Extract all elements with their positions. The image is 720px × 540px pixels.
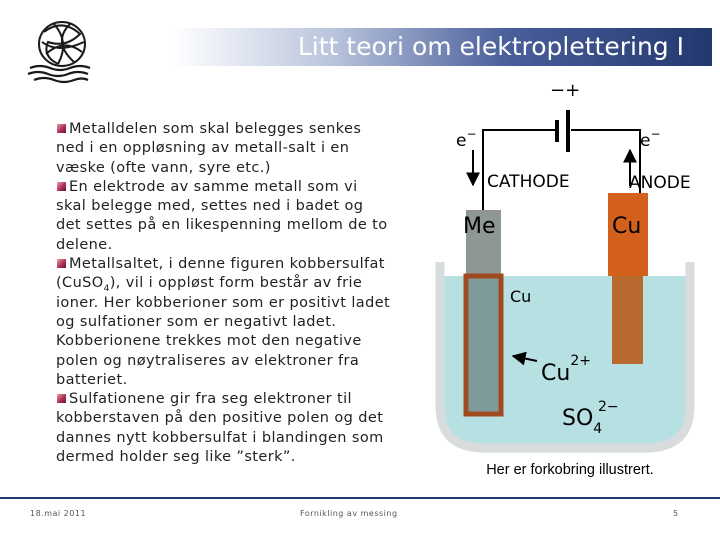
paragraph-text: Metallsaltet, i denne figuren kobbersulfat (CuSO [56,256,385,292]
footer-divider [0,497,720,499]
anode-label: ANODE [629,173,691,193]
cathode-in-bath [466,276,501,414]
electron-symbol: e [456,131,467,151]
ion-subscript: 4 [593,421,603,437]
page-number: 5 [673,509,679,518]
body-text [56,120,392,467]
cathode-label: CATHODE [487,172,570,192]
bullet-paragraph [56,120,392,178]
ion-symbol: SO [562,406,594,431]
ion-symbol: Cu [541,361,571,386]
paragraph-text: ), vil i oppløst form består av frie ioner. Her kobberioner som er positivt ladet og sulfationer som er negativt ladet. Kobberionene trekkes mot den negative polen og nøytraliseres av elektroner fra batteriet. [56,275,391,388]
subscript: 4 [103,284,110,295]
cu-electrode-label: Cu [612,214,642,239]
bullet-icon [57,124,66,133]
electron-symbol: e [640,131,651,151]
paragraph-text: Sulfationene gir fra seg elektroner til kobberstaven på den positive polen og det dannes nytt kobbersulfat i blandingen som dermed holder seg like ”sterk”. [56,391,384,466]
bullet-icon [57,182,66,191]
cu-deposit-label: Cu [510,287,532,306]
bullet-paragraph [56,255,392,390]
bullet-icon [57,394,66,403]
paragraph-text: Metalldelen som skal belegges senkes ned i en oppløsning av metall-salt i en væske (ofte vann, syre etc.) [56,121,362,176]
electron-label-right [640,127,661,151]
globe-logo-icon [18,8,100,90]
footer-center-text: Fornikling av messing [300,509,398,518]
me-label: Me [463,214,496,239]
anode-in-bath [612,276,643,364]
ion-charge: 2+ [570,353,591,369]
ion-charge: 2− [598,399,619,415]
battery-sign: −+ [550,80,581,101]
slide-title: Litt teori om elektroplettering I [297,32,684,61]
bullet-paragraph [56,178,392,255]
bullet-icon [57,259,66,268]
bullet-paragraph [56,390,392,467]
figure-caption: Her er forkobring illustrert. [486,462,654,478]
electroplating-diagram [420,80,710,455]
electron-charge: − [650,127,661,141]
paragraph-text: En elektrode av samme metall som vi skal belegge med, settes ned i badet og det settes på en likespenning mellom de to delene. [56,178,388,253]
footer-date: 18.mai 2011 [30,509,87,518]
battery-negative-plate [555,120,559,142]
electron-label-left [456,127,477,151]
electron-charge: − [466,127,477,141]
battery-positive-plate [566,110,570,152]
